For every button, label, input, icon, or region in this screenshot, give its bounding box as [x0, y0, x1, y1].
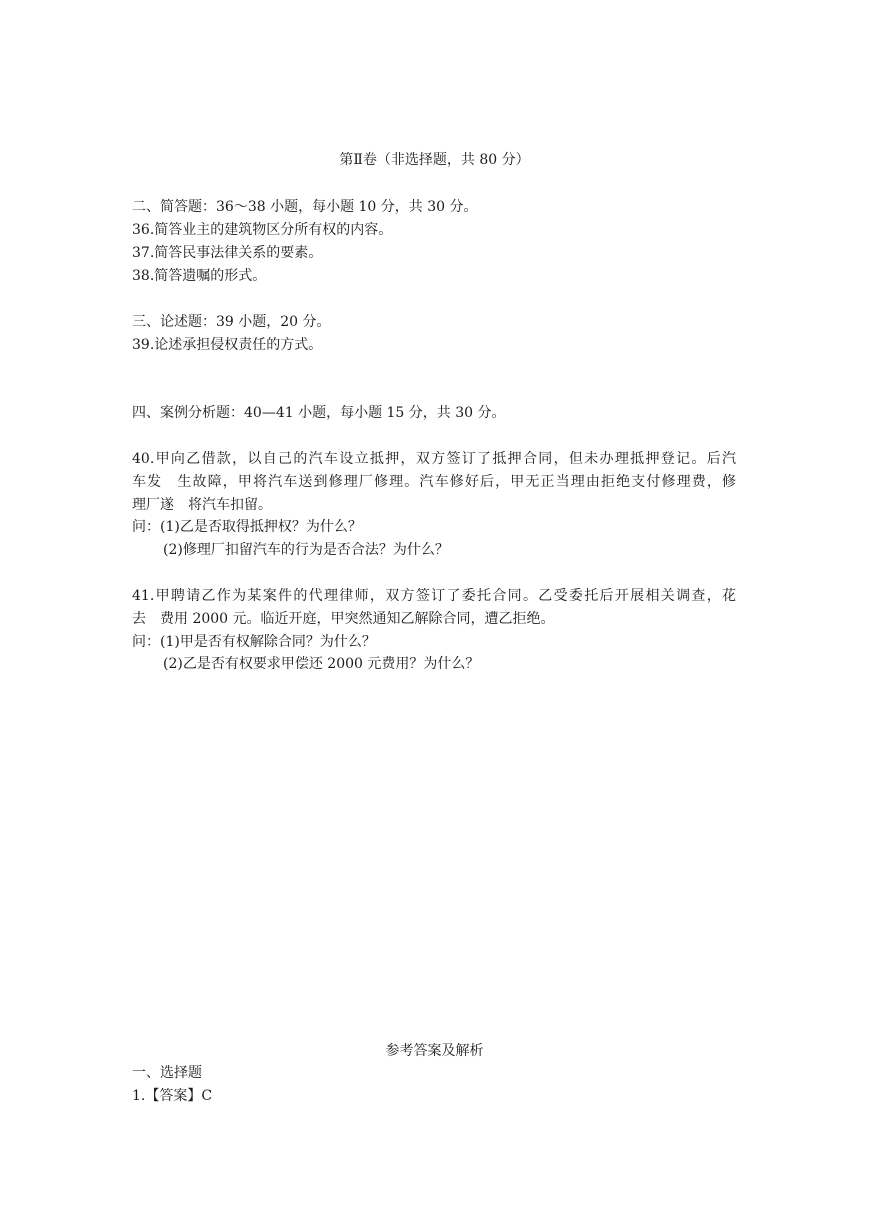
section3-heading: 三、论述题：39 小题，20 分。 — [132, 314, 331, 330]
section4-heading: 四、案例分析题：40—41 小题，每小题 15 分，共 30 分。 — [132, 405, 506, 421]
question-41-line-1: 41.甲聘请乙作为某案件的代理律师，双方签订了委托合同。乙受委托后开展相关调查，花 — [132, 588, 736, 604]
part-title: 第Ⅱ卷（非选择题，共 80 分） — [339, 152, 530, 168]
question-38: 38.简答遗嘱的形式。 — [132, 268, 267, 284]
question-41-line-2: 去 费用 2000 元。临近开庭，甲突然通知乙解除合同，遭乙拒绝。 — [132, 611, 555, 627]
answers-section1-heading: 一、选择题 — [132, 1065, 202, 1081]
question-40-line-3: 理厂遂 将汽车扣留。 — [132, 497, 272, 513]
answers-title: 参考答案及解析 — [385, 1043, 484, 1059]
question-40-line-2: 车发 生故障，甲将汽车送到修理厂修理。汽车修好后，甲无正当理由拒绝支付修理费，修 — [132, 474, 736, 490]
section2-heading: 二、简答题：36～38 小题，每小题 10 分，共 30 分。 — [132, 199, 478, 215]
question-39: 39.论述承担侵权责任的方式。 — [132, 337, 323, 353]
answer-1: 1.【答案】C — [132, 1088, 213, 1104]
question-36: 36.简答业主的建筑物区分所有权的内容。 — [132, 222, 393, 238]
question-37: 37.简答民事法律关系的要素。 — [132, 245, 323, 261]
question-41-ask-2: (2)乙是否有权要求甲偿还 2000 元费用？为什么？ — [163, 656, 480, 672]
question-40-ask-2: (2)修理厂扣留汽车的行为是否合法？为什么？ — [163, 542, 449, 558]
question-41-ask-1: 问：(1)甲是否有权解除合同？为什么？ — [132, 634, 376, 650]
question-40-ask-1: 问：(1)乙是否取得抵押权？为什么？ — [132, 519, 362, 535]
question-40-line-1: 40.甲向乙借款，以自己的汽车设立抵押，双方签订了抵押合同，但未办理抵押登记。后汽 — [132, 451, 736, 467]
